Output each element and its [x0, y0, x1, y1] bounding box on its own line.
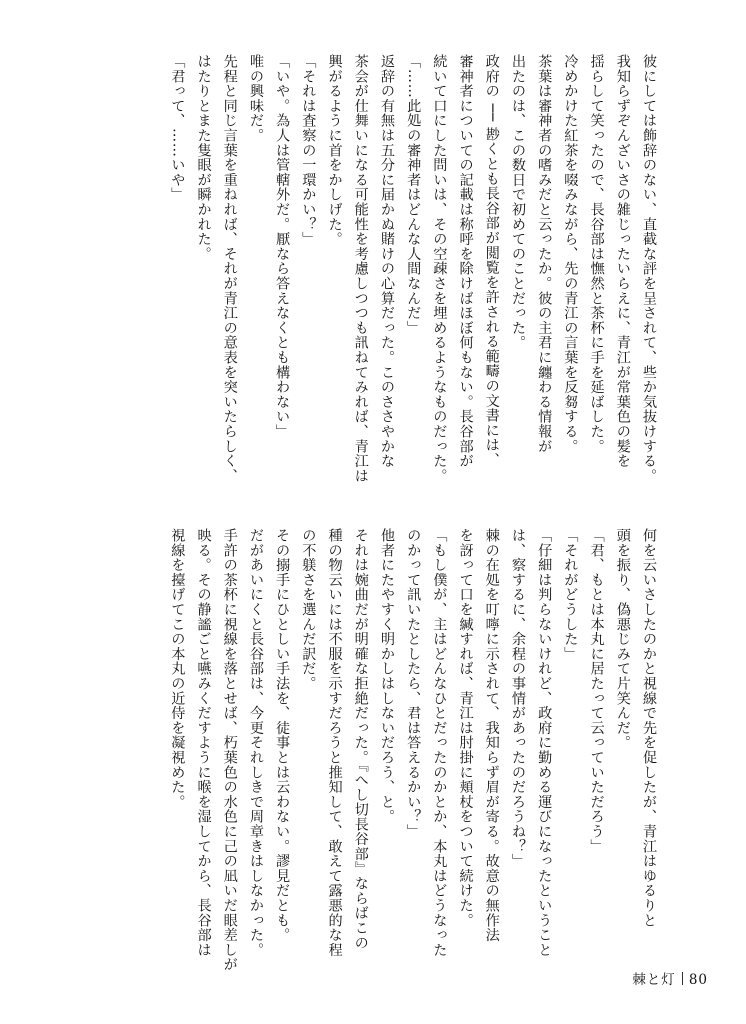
text-line: 「君って、……いや」: [169, 54, 186, 202]
text-line: 種の物云いには不服を示すだろうと推知して、敢えて露悪的な程: [326, 528, 343, 958]
text-line: はたりとまた隻眼が瞬かれた。: [195, 54, 212, 262]
text-line: 映る。その静謐ごと嚥みくだすように喉を湿してから、長谷部は: [195, 528, 212, 958]
text-line: 何を云いさしたのかと視線で先を促したが、青江はゆるりと: [641, 528, 657, 928]
text-line: 「仔細は判らないけれど、政府に勤める運びになったということ: [536, 528, 553, 958]
text-line: のかって訊いたとしたら、君は答えるかい？」: [405, 528, 422, 839]
text-line: 唯の興味だ。: [247, 54, 264, 143]
lower-text-block: [169, 528, 662, 976]
text-line: だがあいにくと長谷部は、今更それしきで周章きはしなかった。: [247, 528, 264, 958]
text-line: は、察するに、余程の事情があったのだろうね？」: [509, 528, 526, 869]
text-line: 続いて口にした問いは、その空疎さを埋めるようなものだった。: [431, 54, 448, 484]
text-line: 冷めかけた紅茶を啜みながら、先の青江の言葉を反芻する。: [562, 54, 579, 454]
page-footer: [632, 968, 708, 988]
text-line: それは婉曲だが明確な拒絶だった。『へし切長谷部』ならばこの: [352, 528, 369, 951]
text-line: 頭を振り、偽悪じみて片笑んだ。: [614, 528, 631, 750]
page-number: 80: [688, 972, 708, 988]
text-line: 「それがどうした」: [562, 528, 579, 662]
text-line: 手許の茶杯に視線を落とせば、朽葉色の水色に己の凪いだ眼差しが: [221, 528, 238, 972]
text-line: 先程と同じ言葉を重ねれば、それが青江の意表を突いたらしく、: [221, 54, 238, 484]
text-line: 興がるように首をかしげた。: [326, 54, 343, 247]
book-title: 棘と灯: [632, 972, 676, 988]
text-line: を訝って口を緘すれば、青江は肘掛に頬杖をついて続けた。: [457, 528, 474, 928]
text-line: 「……此処の審神者はどんな人間なんだ」: [405, 54, 422, 336]
text-line: 他者にたやすく明かしはしないだろう、と。: [378, 528, 395, 824]
text-line: 揺らして笑ったので、長谷部は憮然と茶杯に手を延ばした。: [588, 54, 605, 454]
text-line: 返辞の有無は五分に届かぬ賭けの心算だった。このささやかな: [378, 54, 395, 469]
text-line: 審神者についての記載は称呼を除けばほぼ何もない。長谷部が: [457, 54, 474, 469]
text-line: 棘の在処を叮嚀に示されて、我知らず眉が寄る。故意の無作法: [483, 528, 500, 943]
upper-text-block: [169, 54, 662, 508]
text-line: 茶会が仕舞いになる可能性を考慮しつつも訊ねてみれば、青江は: [352, 54, 369, 484]
text-line: 「もし僕が、主はどんなひとだったのかとか、本丸はどうなった: [431, 528, 448, 958]
text-line: の不躾さを選んだ訳だ。: [300, 528, 317, 691]
text-line: その搦手にひとしい手法を、徒事とは云わない。謬見だとも。: [274, 528, 291, 943]
text-line: 視線を擡げてこの本丸の近侍を凝視めた。: [169, 528, 186, 810]
text-line: 茶葉は審神者の嗜みだと云ったか。彼の主君に纏わる情報が: [536, 54, 553, 454]
text-line: 出たのは、この数日で初めてのことだった。: [509, 54, 526, 350]
text-line: 「君、もとは本丸に居たって云っていただろう」: [588, 528, 605, 854]
text-line: 「いや。為人は管轄外だ。厭なら答えなくとも構わない」: [274, 54, 291, 439]
text-line: 我知らずぞんざいさの雑じったいらえに、青江が常葉色の髪を: [614, 54, 631, 469]
text-line: 「それは査察の一環かい？」: [300, 54, 317, 247]
text-line: 彼にしては飾辞のない、直截な評を呈されて、些か気抜けする。: [641, 54, 657, 484]
text-line: 政府の ── 尠くとも長谷部が閲覧を許される範疇の文書には、: [483, 54, 500, 468]
footer-divider: [682, 972, 683, 985]
